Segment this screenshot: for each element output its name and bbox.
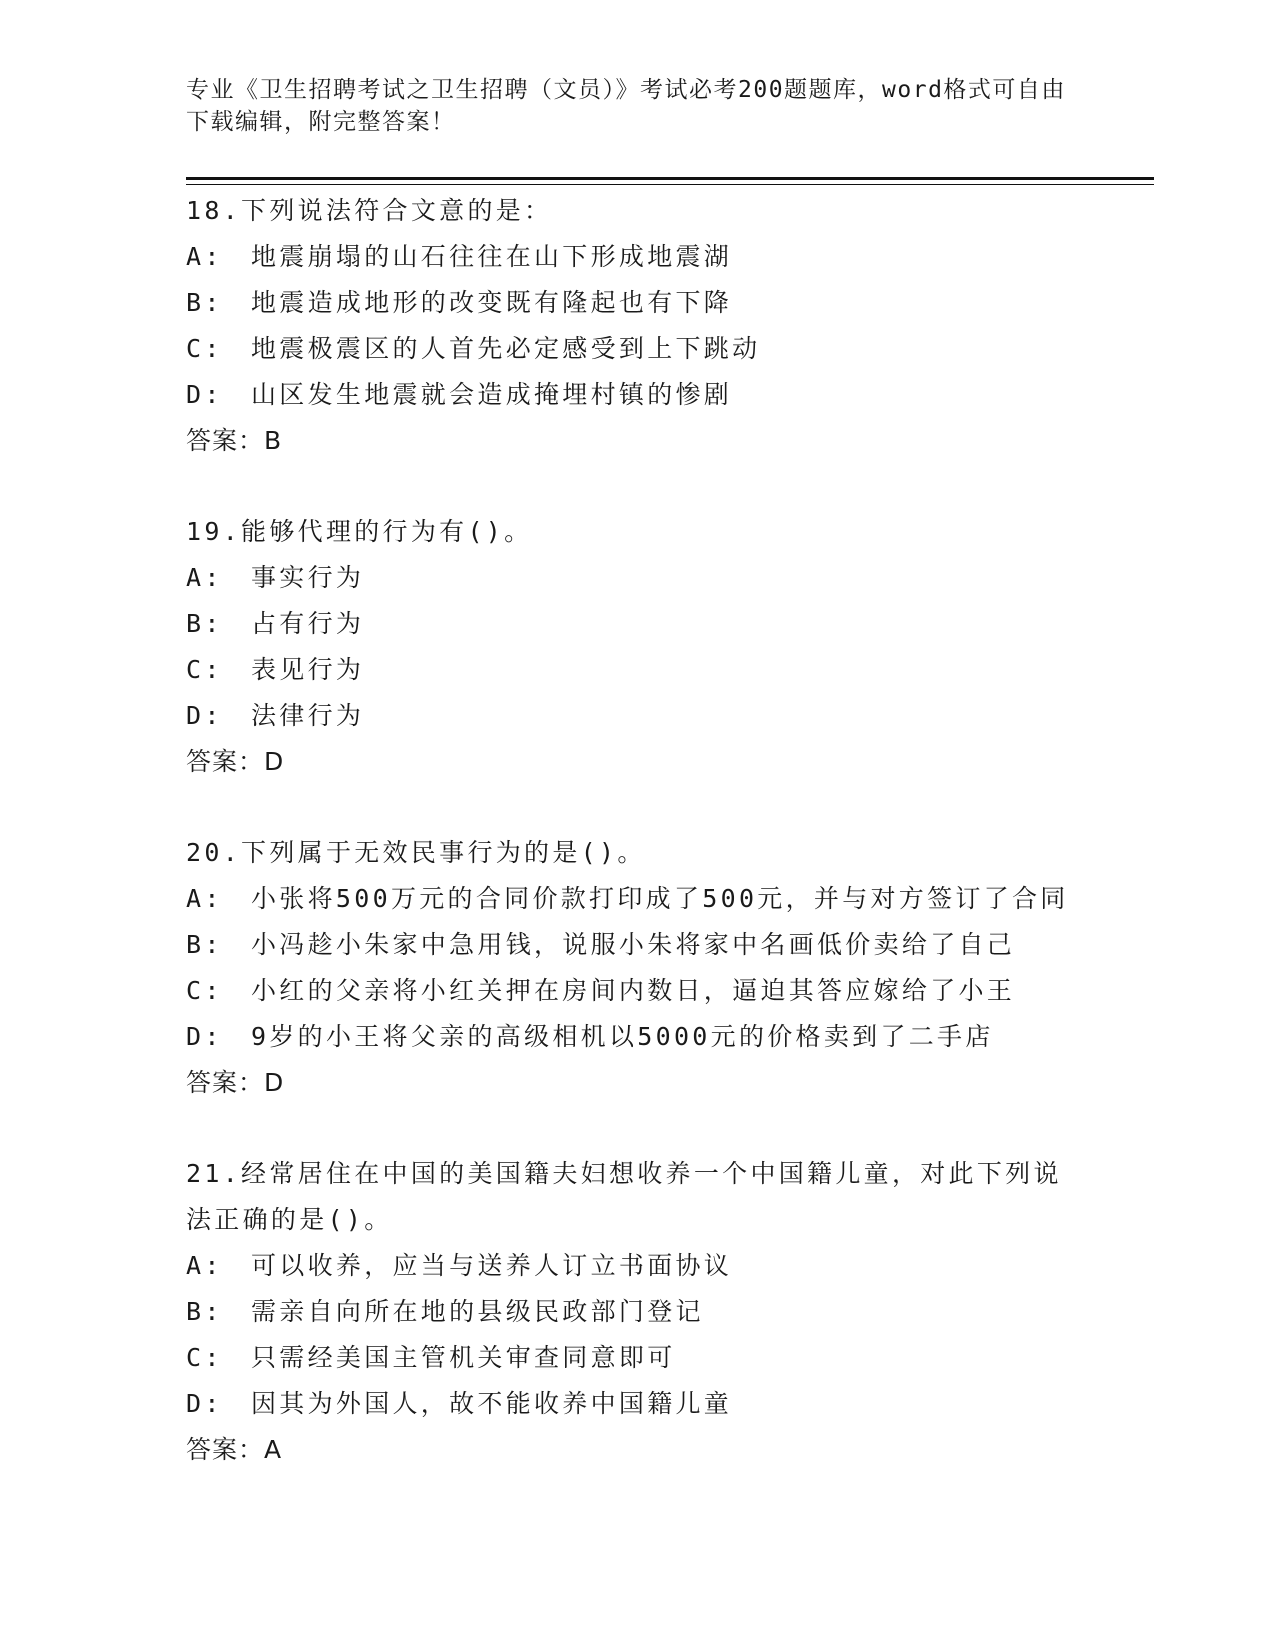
question-stem: 21.经常居住在中国的美国籍夫妇想收养一个中国籍儿童，对此下列说法正确的是()。	[186, 1159, 1062, 1234]
option-d: D: 法律行为	[186, 701, 365, 730]
option-c: C: 地震极震区的人首先必定感受到上下跳动	[186, 334, 761, 363]
option-b: B: 需亲自向所在地的县级民政部门登记	[186, 1297, 704, 1326]
option-d: D: 山区发生地震就会造成掩埋村镇的惨剧	[186, 380, 733, 409]
question-21	[186, 1151, 1086, 1473]
option-d: D: 9岁的小王将父亲的高级相机以5000元的价格卖到了二手店	[186, 1022, 994, 1051]
option-c: C: 小红的父亲将小红关押在房间内数日，逼迫其答应嫁给了小王	[186, 976, 1016, 1005]
question-list	[186, 188, 1086, 1518]
option-c: C: 表见行为	[186, 655, 365, 684]
answer-label: 答案：A	[186, 1435, 283, 1464]
answer-label: 答案：D	[186, 1068, 285, 1097]
question-stem: 18.下列说法符合文意的是：	[186, 196, 553, 225]
question-stem: 19.能够代理的行为有()。	[186, 517, 533, 546]
option-c: C: 只需经美国主管机关审查同意即可	[186, 1343, 676, 1372]
question-19	[186, 509, 1086, 785]
question-18	[186, 188, 1086, 464]
option-a: A: 可以收养，应当与送养人订立书面协议	[186, 1251, 733, 1280]
question-stem: 20.下列属于无效民事行为的是()。	[186, 838, 646, 867]
option-b: B: 地震造成地形的改变既有隆起也有下降	[186, 288, 733, 317]
option-a: A: 小张将500万元的合同价款打印成了500元，并与对方签订了合同	[186, 884, 1069, 913]
option-b: B: 占有行为	[186, 609, 365, 638]
question-20	[186, 830, 1086, 1106]
document-intro: 专业《卫生招聘考试之卫生招聘（文员）》考试必考200题题库，word格式可自由下载编辑，附完整答案！	[186, 77, 1066, 135]
option-a: A: 地震崩塌的山石往往在山下形成地震湖	[186, 242, 733, 271]
header-divider-thin	[186, 184, 1154, 185]
option-d: D: 因其为外国人，故不能收养中国籍儿童	[186, 1389, 733, 1418]
option-b: B: 小冯趁小朱家中急用钱，说服小朱将家中名画低价卖给了自己	[186, 930, 1016, 959]
answer-label: 答案：D	[186, 747, 285, 776]
option-a: A: 事实行为	[186, 563, 365, 592]
header-divider-thick	[186, 177, 1154, 180]
answer-label: 答案：B	[186, 426, 283, 455]
